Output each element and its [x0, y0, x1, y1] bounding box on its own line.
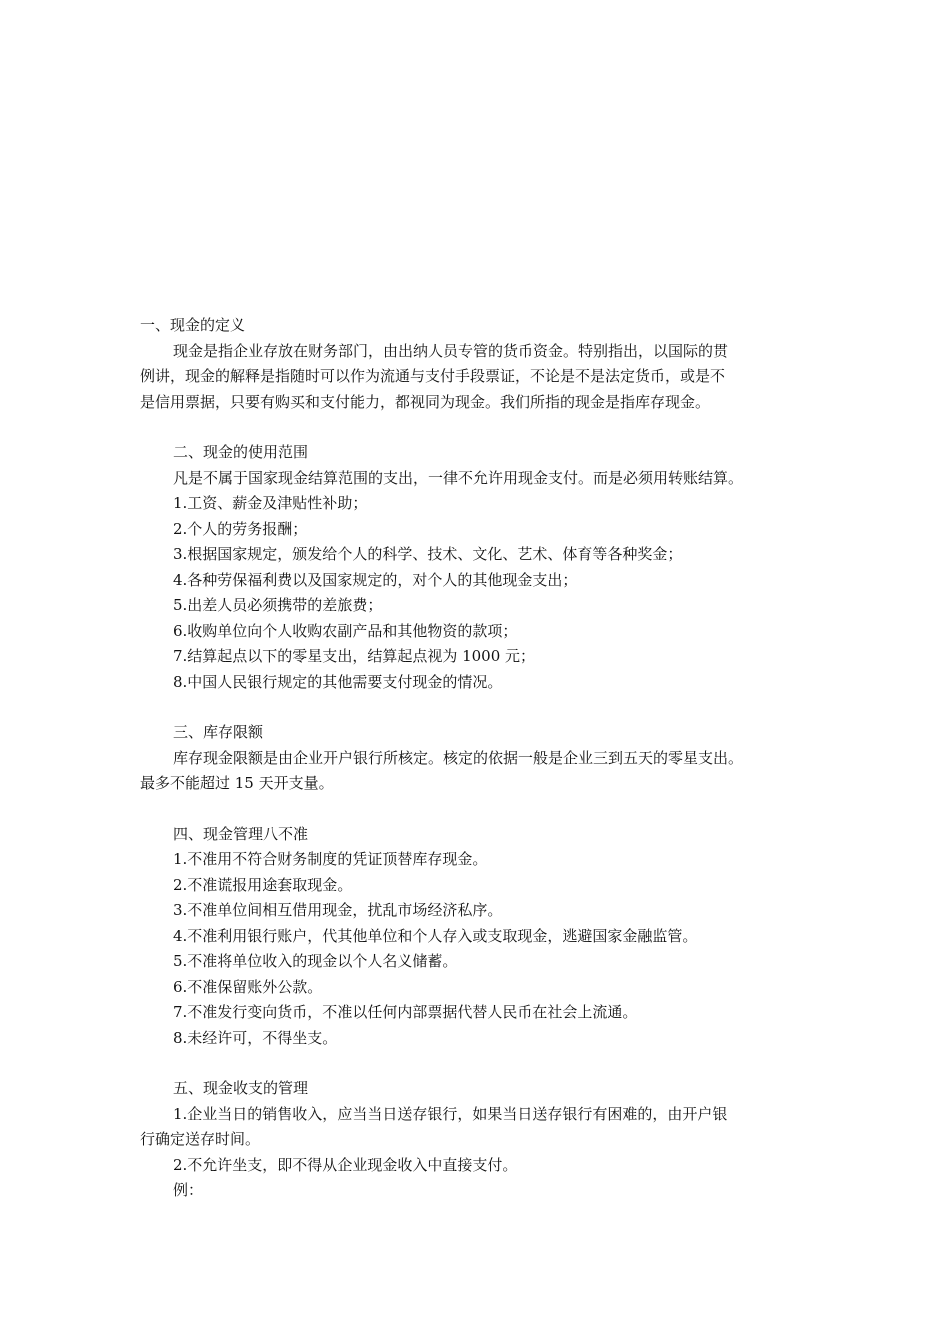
section-2-heading: 二、现金的使用范围	[173, 443, 309, 461]
section-1-para-line: 例讲，现金的解释是指随时可以作为流通与支付手段票证，不论是不是法定货币，或是不	[140, 367, 726, 385]
section-3-para-line: 最多不能超过 15 天开支量。	[140, 774, 334, 792]
section-3-heading: 三、库存限额	[173, 723, 264, 741]
list-item: 1.工资、薪金及津贴性补助；	[173, 494, 368, 512]
list-item: 7.结算起点以下的零星支出，结算起点视为 1000 元；	[173, 647, 536, 665]
section-5-item-line: 行确定送存时间。	[140, 1130, 261, 1148]
list-item: 1.不准用不符合财务制度的凭证顶替库存现金。	[173, 850, 488, 868]
section-1-para-line: 是信用票据，只要有购买和支付能力，都视同为现金。我们所指的现金是指库存现金。	[140, 392, 711, 411]
section-3-para-line: 库存现金限额是由企业开户银行所核定。核定的依据一般是企业三到五天的零星支出。	[173, 748, 744, 767]
list-item: 3.不准单位间相互借用现金，扰乱市场经济私序。	[173, 901, 503, 919]
list-item: 2.个人的劳务报酬；	[173, 519, 308, 538]
list-item: 4.不准利用银行账户，代其他单位和个人存入或支取现金，逃避国家金融监管。	[173, 926, 698, 945]
document-body	[140, 313, 820, 1204]
section-1-para-line: 现金是指企业存放在财务部门，由出纳人员专管的货币资金。特别指出，以国际的贯	[173, 341, 729, 360]
section-5-heading: 五、现金收支的管理	[173, 1079, 309, 1097]
section-5-item-line: 1.企业当日的销售收入，应当当日送存银行，如果当日送存银行有困难的，由开户银	[173, 1104, 728, 1123]
section-gap	[140, 695, 820, 720]
list-item: 5.不准将单位收入的现金以个人名义储蓄。	[173, 952, 458, 970]
list-item: 3.根据国家规定，颁发给个人的科学、技术、文化、艺术、体育等各种奖金；	[173, 545, 683, 563]
list-item: 6.不准保留账外公款。	[173, 977, 323, 996]
section-gap	[140, 415, 820, 440]
section-4-heading: 四、现金管理八不准	[173, 824, 309, 843]
section-1-heading: 一、现金的定义	[140, 316, 246, 334]
list-item: 8.中国人民银行规定的其他需要支付现金的情况。	[173, 672, 503, 691]
list-item: 4.各种劳保福利费以及国家规定的，对个人的其他现金支出；	[173, 570, 578, 589]
list-item: 6.收购单位向个人收购农副产品和其他物资的款项；	[173, 621, 518, 640]
list-item: 2.不准谎报用途套取现金。	[173, 875, 353, 894]
section-2-intro: 凡是不属于国家现金结算范围的支出，一律不允许用现金支付。而是必须用转账结算。	[173, 468, 744, 487]
section-gap	[140, 797, 820, 822]
list-item: 2.不允许坐支，即不得从企业现金收入中直接支付。	[173, 1155, 518, 1174]
list-item: 5.出差人员必须携带的差旅费；	[173, 596, 383, 614]
section-gap	[140, 1051, 820, 1076]
example-label: 例：	[173, 1181, 204, 1199]
list-item: 8.未经许可，不得坐支。	[173, 1028, 338, 1047]
list-item: 7.不准发行变向货币，不准以任何内部票据代替人民币在社会上流通。	[173, 1003, 638, 1021]
